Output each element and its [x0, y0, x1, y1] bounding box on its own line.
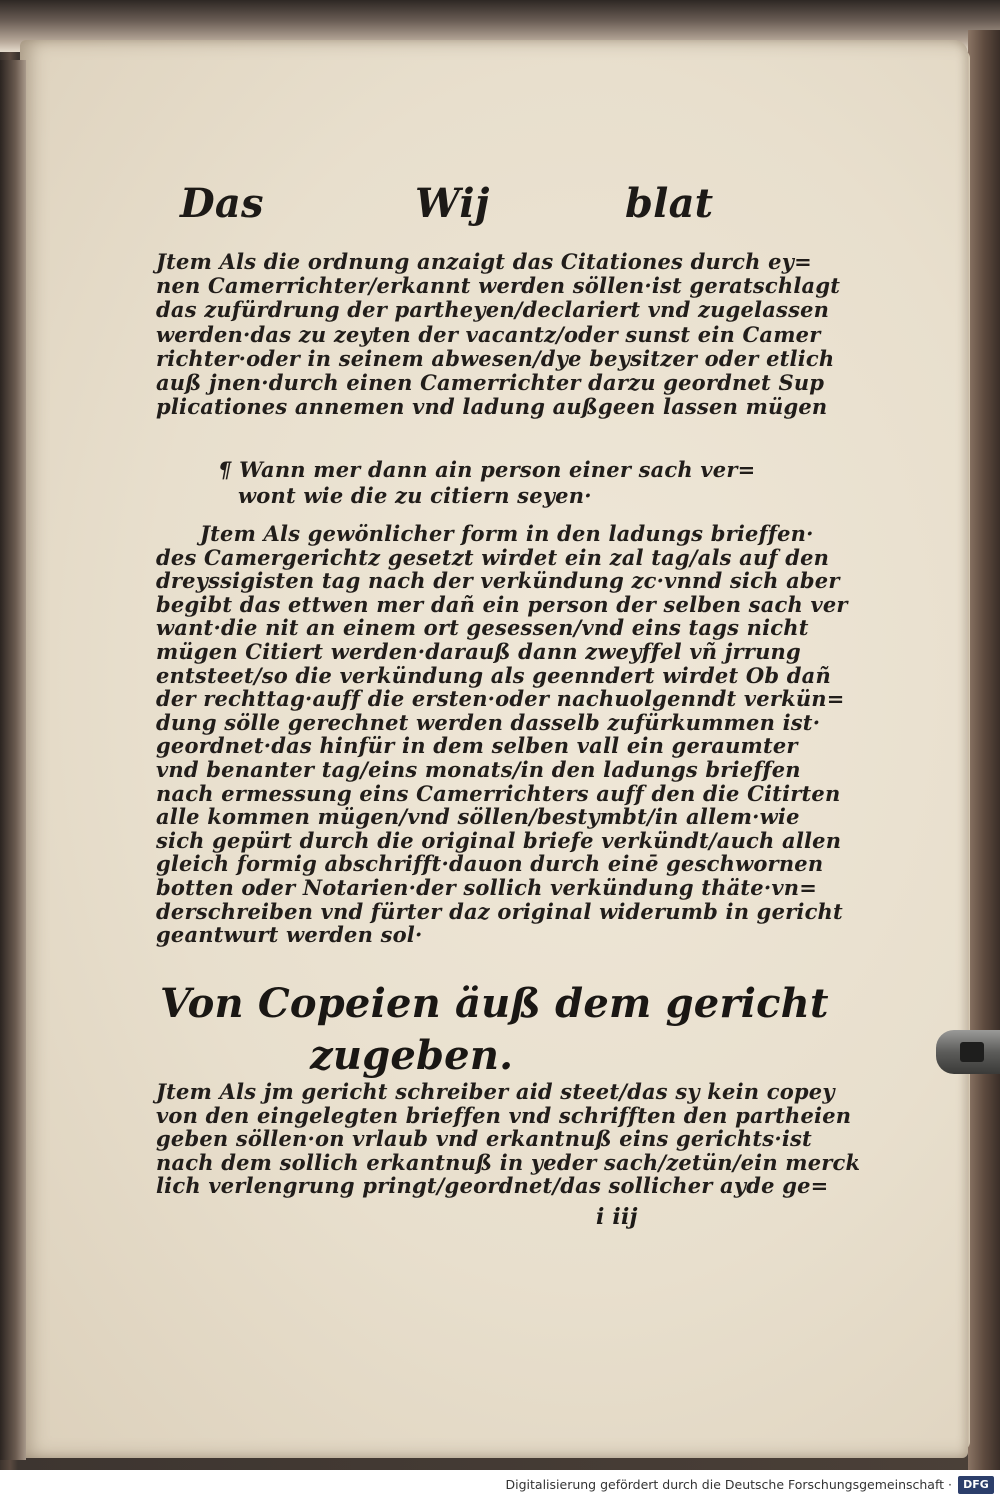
text-line: want·die nit an einem ort gesessen/vnd eins tags nicht: [156, 615, 809, 641]
text-line: sich gepürt durch die original briefe verkündt/auch allen: [156, 827, 842, 853]
text-line: botten oder Notarien·der sollich verkündung thäte·vn=: [156, 874, 818, 900]
text-line: derschreiben vnd fürter daz original widerumb in gericht: [156, 898, 843, 924]
paragraph-3: [156, 521, 848, 948]
book-gutter: [0, 60, 26, 1460]
text-line: vnd benanter tag/eins monats/in den ladungs brieffen: [156, 756, 801, 782]
text-line: nach ermessung eins Camerrichters auff den die Citirten: [156, 780, 841, 806]
text-line: der rechttag·auff die ersten·oder nachuolgenndt verkün=: [156, 686, 845, 712]
text-line: geantwurt werden sol·: [156, 922, 423, 948]
text-line: entsteet/so die verkündung als geenndert wirdet Ob dañ: [156, 662, 831, 688]
folio-number: Wij: [415, 180, 490, 227]
text-line: des Camergerichtz gesetzt wirdet ein zal tag/als auf den: [156, 544, 830, 570]
text-line: wont wie die zu citiern seyen·: [238, 483, 592, 508]
text-line: werden·das zu zeyten der vacantz/oder sunst ein Camer: [156, 321, 821, 347]
text-line: nen Camerrichter/erkannt werden söllen·ist geratschlagt: [156, 273, 841, 299]
footer-bar: [0, 1470, 1000, 1501]
paragraph-1: [156, 249, 841, 420]
text-line: Jtem Als die ordnung anzaigt das Citationes durch ey=: [156, 249, 812, 274]
text-line: von den eingelegten brieffen vnd schrifften den partheien: [156, 1102, 852, 1128]
header-right: blat: [625, 180, 714, 227]
text-line: das zufürdrung der partheyen/declariert vnd zugelassen: [156, 297, 830, 323]
section-heading: [160, 978, 829, 1082]
signature-mark: i iij: [596, 1204, 638, 1230]
text-line: dreyssigisten tag nach der verkündung zc·vnnd sich aber: [156, 568, 840, 594]
text-line: geben söllen·on vrlaub vnd erkantnuß eins gerichts·ist: [156, 1126, 812, 1152]
text-line: ¶ Wann mer dann ain person einer sach ver=: [218, 457, 756, 482]
text-line: nach dem sollich erkantnuß in yeder sach/zetün/ein merck: [156, 1149, 861, 1175]
text-line: alle kommen mügen/vnd söllen/bestymbt/in allem·wie: [156, 804, 800, 830]
text-line: plicationes annemen vnd ladung außgeen lassen mügen: [156, 394, 828, 420]
book-cover-edge: [968, 30, 1000, 1470]
text-line: lich verlengrung pringt/geordnet/das sollicher ayde ge=: [156, 1173, 829, 1199]
paragraph-4: [156, 1079, 861, 1199]
page-clip-slot: [960, 1042, 984, 1062]
text-line: richter·oder in seinem abwesen/dye beysitzer oder etlich: [156, 345, 835, 371]
text-line: begibt das ettwen mer dañ ein person der selben sach ver: [156, 591, 848, 617]
text-line: Jtem Als gewönlicher form in den ladungs brieffen·: [200, 521, 814, 546]
text-line: mügen Citiert werden·darauß dann zweyffel vñ jrrung: [156, 638, 801, 664]
running-header: [180, 180, 714, 240]
text-line: gleich formig abschrifft·dauon durch einē geschwornen: [156, 851, 824, 877]
header-left: Das: [180, 180, 264, 227]
paragraph-2: [218, 457, 756, 509]
heading-line-2: zugeben.: [310, 1032, 514, 1079]
text-line: Jtem Als jm gericht schreiber aid steet/das sy kein copey: [156, 1079, 835, 1104]
text-line: auß jnen·durch einen Camerrichter darzu geordnet Sup: [156, 370, 825, 396]
text-line: geordnet·das hinfür in dem selben vall ein geraumter: [156, 733, 798, 759]
funding-credit: Digitalisierung gefördert durch die Deutsche Forschungsgemeinschaft ·: [505, 1477, 952, 1492]
text-line: dung sölle gerechnet werden dasselb zufürkummen ist·: [156, 709, 821, 735]
heading-line-1: Von Copeien äuß dem gericht: [160, 980, 829, 1027]
dfg-logo: DFG: [958, 1476, 994, 1494]
